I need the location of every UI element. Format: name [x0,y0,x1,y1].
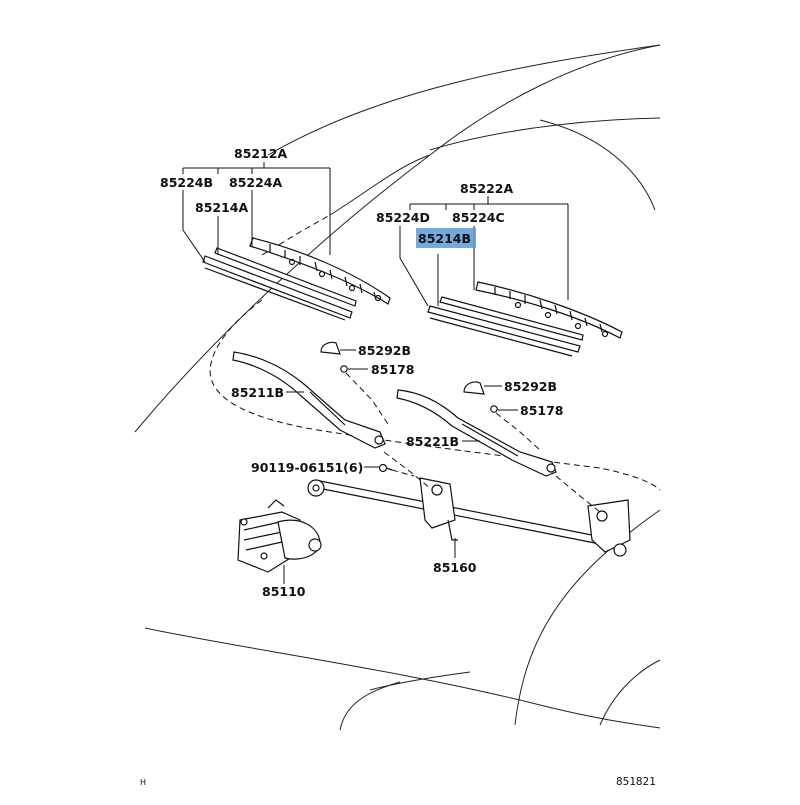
left-wiper-arm [233,352,385,448]
label-85214a[interactable]: 85214A [195,200,249,215]
part-labels [160,146,564,599]
figure-code: 851821 [616,775,656,788]
label-85224c[interactable]: 85224C [452,210,505,225]
label-85224a[interactable]: 85224A [229,175,283,190]
wiper-link [308,478,630,556]
label-85221b[interactable]: 85221B [406,434,460,449]
wiper-motor [238,500,321,572]
footer-left-mark: H [140,778,147,787]
label-85214b[interactable]: 85214B [418,231,472,246]
label-90119-06151[interactable]: 90119-06151(6) [251,460,364,475]
nut-85178-left [341,366,347,372]
label-85178-right[interactable]: 85178 [520,403,564,418]
right-wiper-blade [428,282,622,356]
cap-85292b-right [464,382,484,394]
label-85212a[interactable]: 85212A [234,146,288,161]
label-85160[interactable]: 85160 [433,560,477,575]
label-85224d[interactable]: 85224D [376,210,430,225]
label-85178-left[interactable]: 85178 [371,362,415,377]
label-85224b[interactable]: 85224B [160,175,214,190]
label-85110[interactable]: 85110 [262,584,306,599]
nut-85178-right [491,406,497,412]
label-85222a[interactable]: 85222A [460,181,514,196]
label-85292b-right[interactable]: 85292B [504,379,558,394]
car-body-outline [135,45,660,730]
bolt-90119 [380,465,393,472]
left-wiper-blade [203,238,390,320]
label-85211b[interactable]: 85211B [231,385,285,400]
label-85292b-left[interactable]: 85292B [358,343,412,358]
cap-85292b-left [321,342,340,354]
